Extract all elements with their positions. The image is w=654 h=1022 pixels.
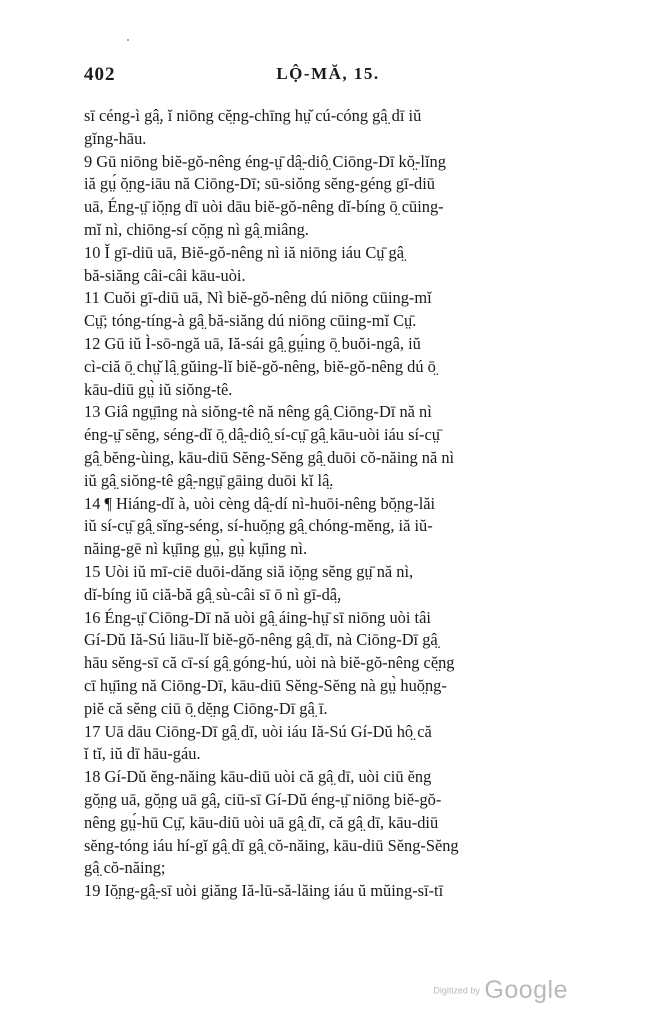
text-line: kāu-diū gṳ̀ iŭ siŏng-tê. bbox=[84, 379, 233, 399]
scan-speck bbox=[127, 39, 129, 41]
text-line: 16 Éng-ṳ̄ Ciōng-Dī nă uòi gâ̤ áing-hṳ̄ sī niōng uòi tâi bbox=[84, 607, 431, 627]
text-line: iŭ gâ̤ siŏng-tê gâ̤-ngṳ̄ gāing duōi kĭ lâ̤. bbox=[84, 470, 334, 490]
text-line: sī céng-ì gâ̤, ĭ niōng cĕ̤ng-chīng hṳ̆ cú-cóng gâ̤ dī iŭ bbox=[84, 106, 422, 125]
running-title: LỘ-MĂ, 15. bbox=[276, 64, 380, 83]
text-line: Gí-Dŭ Iă-Sú liāu-lĭ biĕ-gŏ-nêng gâ̤ dī, nà Ciōng-Dī gâ̤ bbox=[84, 630, 438, 650]
text-line: mĭ nì, chiōng-sí cŏ̤ng nì gâ̤ miâng. bbox=[84, 219, 309, 239]
google-logo: Google bbox=[484, 976, 568, 1004]
text-line: dĭ-bíng iŭ ciă-bă gâ̤ sù-câi sī ō nì gī-dâ̤, bbox=[84, 584, 342, 604]
text-line: 15 Uòi iŭ mī-ciē duōi-dăng siă iŏ̤ng sĕng gṳ̄ nă nì, bbox=[84, 561, 414, 581]
text-line: 17 Uā dāu Ciōng-Dī gâ̤ dī, uòi iáu Iă-Sú Gí-Dŭ hô̤ că bbox=[84, 721, 432, 741]
text-line: piĕ că sĕng ciū ō̤ dĕ̤ng Ciōng-Dī gâ̤ ī. bbox=[84, 698, 328, 718]
text-line: 14 ¶ Hiáng-dĭ à, uòi cèng dâ̤-dí nì-huōi-nêng bŏ̤ng-lăi bbox=[84, 493, 436, 513]
body-text bbox=[84, 105, 572, 903]
text-line: 11 Cuŏi gī-diū uā, Nì biĕ-gŏ-nêng dú niōng cūing-mĭ bbox=[84, 288, 432, 308]
text-line: nêng gṳ́-hū Cṳ̄, kāu-diū uòi uā gâ̤ dī, că gâ̤ dī, kāu-diū bbox=[84, 812, 439, 832]
page-number: 402 bbox=[84, 64, 116, 85]
text-line: 13 Giâ ngṳ̄ing nà siŏng-tê nă nêng gâ̤ Ciōng-Dī nă nì bbox=[84, 402, 432, 422]
text-line: gŏ̤ng uā, gŏ̤ng uā gâ̤, ciū-sī Gí-Dŭ éng-ṳ̄ niōng biĕ-gŏ- bbox=[84, 789, 442, 809]
page-header bbox=[84, 64, 572, 90]
digitized-watermark bbox=[433, 976, 568, 1005]
text-line: 19 Iŏ̤ng-gâ̤-sī uòi giăng Iă-lū-să-lăing iáu ŭ mŭing-sī-tī bbox=[84, 881, 444, 901]
text-line: 12 Gū iŭ Ì-sō-ngă uā, Iă-sái gâ̤ gṳ́ing ō̤ buŏi-ngâ, iŭ bbox=[84, 333, 421, 353]
text-line: iă gṳ́ ŏ̤ng-iāu nă Ciōng-Dī; sū-siŏng sĕng-géng gī-diū bbox=[84, 174, 435, 194]
text-line: bă-siăng câi-câi kāu-uòi. bbox=[84, 265, 246, 285]
text-line: cì-ciă ō̤ chṳ̆ lâ̤ gŭing-lĭ biĕ-gŏ-nêng, biĕ-gŏ-nêng dú ō̤ bbox=[84, 356, 436, 376]
text-line: 9 Gū niōng biĕ-gŏ-nêng éng-ṳ̄ dâ̤-diô̤ Ciōng-Dī kŏ̤-lĭng bbox=[84, 151, 446, 171]
text-line: gâ̤ bĕng-ùing, kāu-diū Sĕng-Sĕng gâ̤ duōi cŏ-năing nă nì bbox=[84, 447, 455, 467]
text-line: gâ̤ cŏ-năing; bbox=[84, 858, 166, 878]
text-line: éng-ṳ̄ sĕng, séng-dĭ ō̤ dâ̤-diô̤ sí-cṳ̄ gâ̤ kāu-uòi iáu sí-cṳ̄ bbox=[84, 425, 440, 445]
text-line: năing-gē nì kṳ̄ing gṳ̀, gṳ̀ kṳ̄ing nì. bbox=[84, 539, 308, 559]
text-line: 18 Gí-Dŭ ĕng-năing kāu-diū uòi că gâ̤ dī, uòi ciū ĕng bbox=[84, 767, 432, 787]
text-line: hāu sĕng-sī că cī-sí gâ̤ góng-hú, uòi nà biĕ-gŏ-nêng cĕ̤ng bbox=[84, 653, 455, 673]
text-line: 10 Ĭ gī-diū uā, Biĕ-gŏ-nêng nì iă niōng iáu Cṳ̄ gâ̤ bbox=[84, 242, 405, 262]
text-line: iŭ sí-cṳ̄ gâ̤ sĭng-séng, sí-huŏ̤ng gâ̤ chóng-mĕng, iă iŭ- bbox=[84, 516, 433, 536]
text-line: uā, Éng-ṳ̄ iŏ̤ng dī uòi dāu biĕ-gŏ-nêng dĭ-bíng ō̤ cūing- bbox=[84, 197, 444, 217]
text-line: sĕng-tóng iáu hí-gĭ gâ̤ dī gâ̤ cŏ-năing, kāu-diū Sĕng-Sĕng bbox=[84, 835, 459, 855]
watermark-prefix: Digitized by bbox=[433, 985, 480, 996]
text-line: cī hṳ̄ing nă Ciōng-Dī, kāu-diū Sĕng-Sĕng nà gṳ̀ huŏ̤ng- bbox=[84, 675, 447, 695]
text-line: ĭ tĭ, iŭ dī hāu-gáu. bbox=[84, 744, 201, 764]
text-line: Cṳ̄; tóng-tíng-à gâ̤ bă-siăng dú niōng cūing-mĭ Cṳ̄. bbox=[84, 311, 417, 331]
text-line: gĭng-hāu. bbox=[84, 128, 147, 148]
